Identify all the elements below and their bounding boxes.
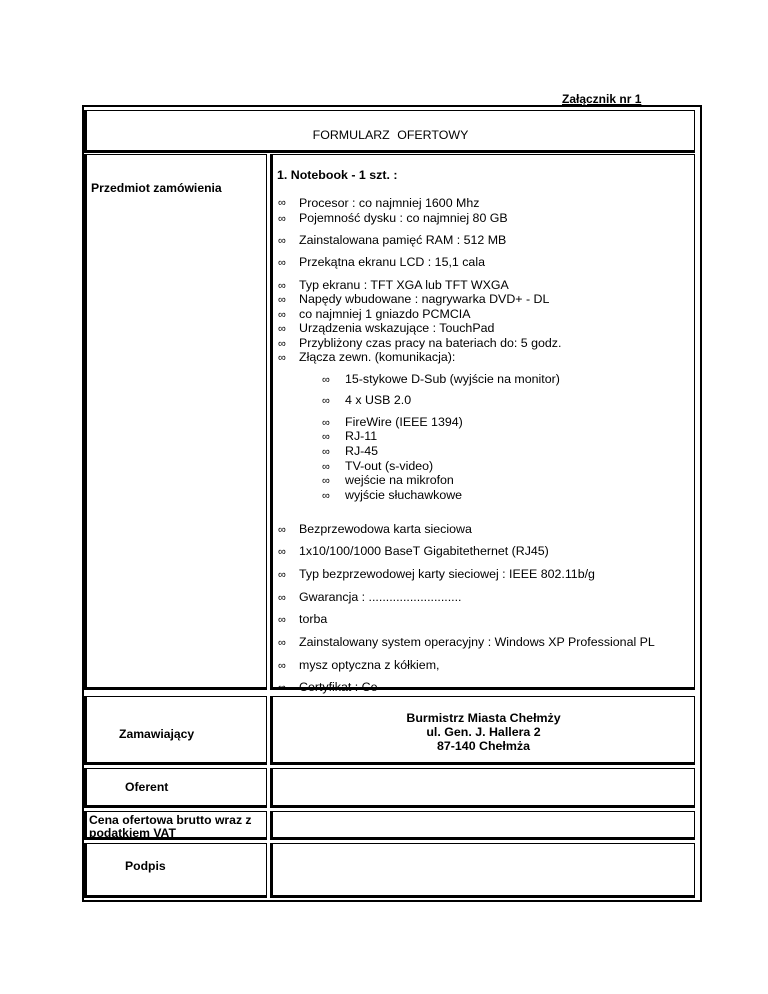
bullet-icon: ∞ bbox=[278, 309, 286, 321]
signature-label: Podpis bbox=[125, 859, 166, 873]
bullet-icon: ∞ bbox=[278, 235, 286, 247]
bullet-icon: ∞ bbox=[322, 374, 330, 386]
orderer-name: Burmistrz Miasta Chełmży bbox=[406, 711, 561, 725]
title-box bbox=[84, 110, 695, 153]
bullet-icon: ∞ bbox=[278, 280, 286, 292]
bullet-icon: ∞ bbox=[278, 524, 286, 536]
bullet-icon: ∞ bbox=[278, 682, 286, 694]
bullet-icon: ∞ bbox=[278, 323, 286, 335]
bullet-icon: ∞ bbox=[322, 431, 330, 443]
orderer-label-box bbox=[84, 696, 267, 765]
bullet-icon: ∞ bbox=[278, 614, 286, 626]
bullet-icon: ∞ bbox=[278, 294, 286, 306]
bullet-icon: ∞ bbox=[278, 197, 286, 209]
signature-label-box bbox=[84, 843, 267, 898]
bidder-label: Oferent bbox=[125, 780, 169, 794]
bullet-icon: ∞ bbox=[322, 490, 330, 502]
orderer-content-box bbox=[270, 696, 695, 765]
attachment-label: Załącznik nr 1 bbox=[562, 92, 642, 106]
subject-label: Przedmiot zamówienia bbox=[91, 181, 222, 195]
orderer-label: Zamawiający bbox=[119, 727, 195, 741]
item-heading: 1. Notebook - 1 szt. : bbox=[277, 168, 398, 182]
bullet-icon: ∞ bbox=[322, 475, 330, 487]
bidder-field[interactable] bbox=[270, 768, 695, 808]
bullet-icon: ∞ bbox=[278, 352, 286, 364]
bullet-icon: ∞ bbox=[278, 660, 286, 672]
form-title: FORMULARZ OFERTOWY bbox=[312, 128, 469, 142]
signature-field[interactable] bbox=[270, 843, 695, 898]
bullet-icon: ∞ bbox=[322, 417, 330, 429]
bullet-icon: ∞ bbox=[278, 569, 286, 581]
bullet-icon: ∞ bbox=[278, 338, 286, 350]
price-field[interactable] bbox=[270, 811, 695, 840]
orderer-city: 87-140 Chełmża bbox=[437, 739, 530, 753]
price-label-line2: podatkiem VAT bbox=[89, 826, 176, 840]
bullet-icon: ∞ bbox=[322, 395, 330, 407]
bullet-icon: ∞ bbox=[278, 213, 286, 225]
price-label-box bbox=[84, 811, 267, 840]
bullet-icon: ∞ bbox=[278, 546, 286, 558]
bullet-icon: ∞ bbox=[278, 637, 286, 649]
bullet-icon: ∞ bbox=[278, 257, 286, 269]
orderer-street: ul. Gen. J. Hallera 2 bbox=[426, 725, 541, 739]
bullet-icon: ∞ bbox=[278, 592, 286, 604]
bullet-icon: ∞ bbox=[322, 461, 330, 473]
subject-label-box bbox=[84, 154, 267, 690]
bidder-label-box bbox=[84, 768, 267, 808]
price-label-line1: Cena ofertowa brutto wraz z bbox=[89, 813, 252, 827]
bullet-icon: ∞ bbox=[322, 446, 330, 458]
